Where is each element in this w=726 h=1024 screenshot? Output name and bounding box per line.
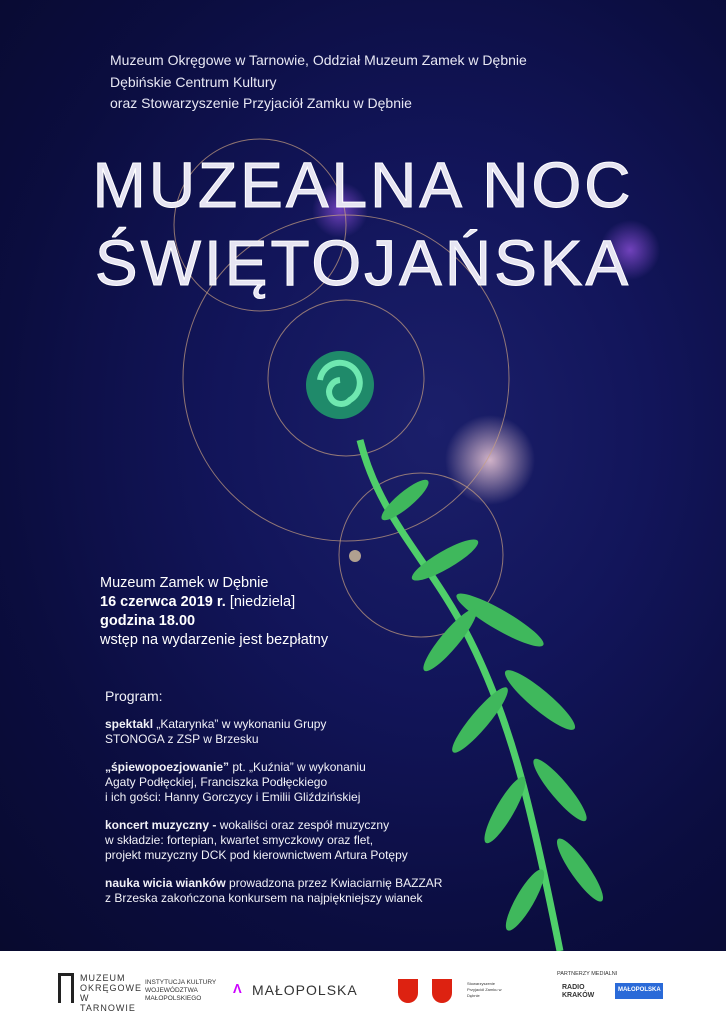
item-text: Agaty Podłęckiej, Franciszka Podłęckiego <box>105 775 328 789</box>
item-text: „Katarynka” w wykonaniu Grupy <box>153 717 327 731</box>
program-item <box>105 760 442 805</box>
organizer-line: Muzeum Okręgowe w Tarnowie, Oddział Muzeum Zamek w Dębnie <box>110 52 527 68</box>
association-text: Stowarzyszenie Przyjaciół Zamku w Dębnie <box>467 981 502 998</box>
item-text: projekt muzyczny DCK pod kierownictwem Artura Potępy <box>105 848 408 862</box>
event-date: 16 czerwca 2019 r. <box>100 594 226 610</box>
program-item <box>105 717 442 747</box>
event-day: [niedziela] <box>229 594 296 610</box>
item-text: z Brzeska zakończona konkursem na najpiękniejszy wianek <box>105 891 423 905</box>
item-text: wokaliści oraz zespół muzyczny <box>216 818 390 832</box>
malopolska-logo-icon: Λ <box>233 981 242 996</box>
organizer-line: oraz Stowarzyszenie Przyjaciół Zamku w Dębnie <box>110 95 412 111</box>
program-item <box>105 876 442 906</box>
museum-logo-text: MUZEUM OKRĘGOWE W TARNOWIE <box>80 973 143 1013</box>
item-text: STONOGA z ZSP w Brzesku <box>105 732 259 746</box>
item-text: prowadzona przez Kwiaciarnię BAZZAR <box>225 876 443 890</box>
program-item <box>105 818 442 863</box>
small-orb <box>349 550 361 562</box>
title-line-2: ŚWIĘTOJAŃSKA <box>94 227 632 299</box>
organizer-line: Dębińskie Centrum Kultury <box>110 73 277 90</box>
event-place: Muzeum Zamek w Dębnie <box>100 575 269 591</box>
item-title: nauka wicia wianków <box>105 876 226 890</box>
item-title: koncert muzyczny - <box>105 818 217 832</box>
museum-logo-icon <box>58 973 74 1003</box>
organizers <box>110 50 527 115</box>
event-time: godzina 18.00 <box>100 613 196 629</box>
program <box>105 689 442 919</box>
title-line-1: MUZEALNA NOC <box>92 149 634 221</box>
radio-krakow-logo: RADIO KRAKÓW <box>562 984 595 999</box>
item-title: „śpiewopoezjowanie” <box>105 760 230 774</box>
institution-text: INSTYTUCJA KULTURY WOJEWÓDZTWA MAŁOPOLSKIEGO <box>145 979 217 1002</box>
item-text: i ich gości: Hanny Gorczycy i Emilii Gliździńskiej <box>105 790 361 804</box>
tvp-malopolska-logo: MAŁOPOLSKA <box>615 983 663 999</box>
event-info <box>100 574 328 650</box>
partners-label: PARTNERZY MEDIALNI <box>557 971 618 977</box>
sponsor-footer <box>0 951 726 1024</box>
coat-of-arms-icon <box>398 979 418 1003</box>
light-glow <box>445 415 535 505</box>
item-text: w składzie: fortepian, kwartet smyczkowy oraz flet, <box>105 833 374 847</box>
item-text: pt. „Kuźnia” w wykonaniu <box>229 760 366 774</box>
event-entry: wstęp na wydarzenie jest bezpłatny <box>100 632 329 648</box>
item-title: spektakl <box>105 717 154 731</box>
malopolska-logo-text: MAŁOPOLSKA <box>252 982 358 998</box>
coat-of-arms-icon <box>432 979 452 1003</box>
program-heading: Program: <box>105 688 163 704</box>
